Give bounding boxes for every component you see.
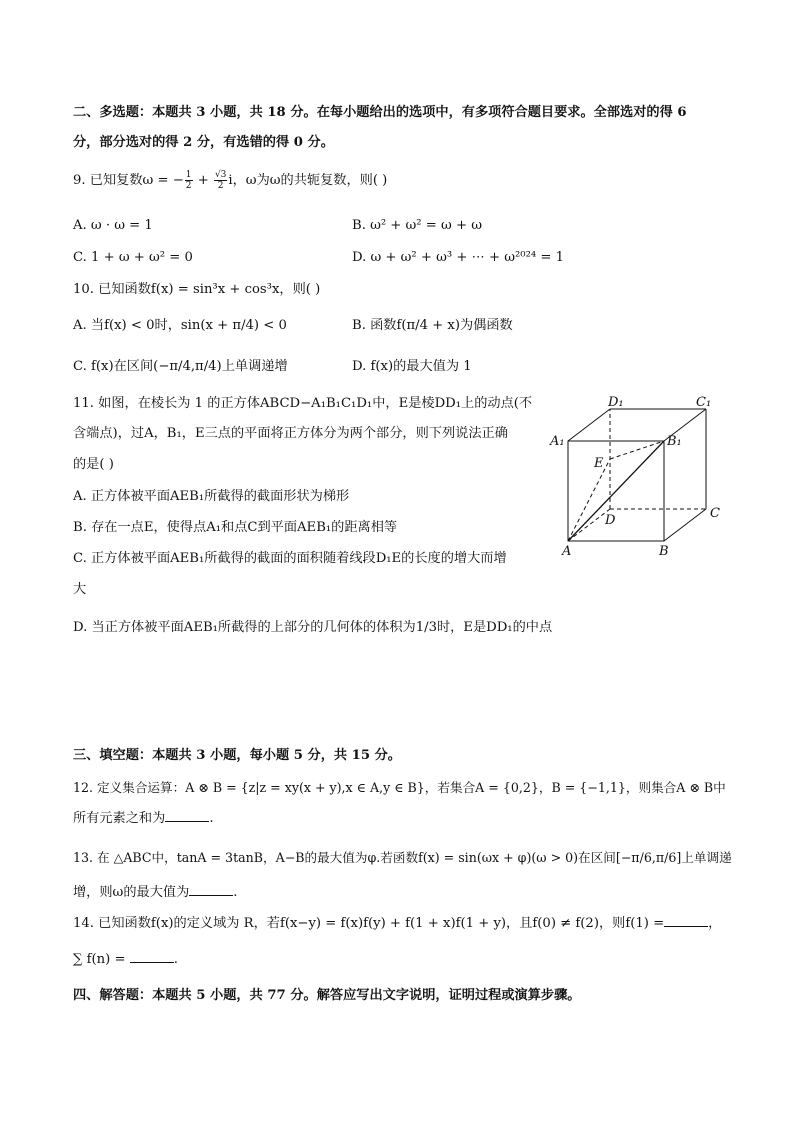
question-11-line1: 11. 如图，在棱长为 1 的正方体ABCD−A₁B₁C₁D₁中，E是棱DD₁上的动点(不: [73, 396, 533, 411]
question-12-line2: 所有元素之和为 .: [73, 811, 214, 826]
q10-option-b: B. 函数f(π/4 + x)为偶函数: [352, 318, 513, 333]
q10-option-c: C. f(x)在区间(−π/4,π/4)上单调递增: [73, 359, 288, 374]
q11-option-d: D. 当正方体被平面AEB₁所截得的上部分的几何体的体积为1/3时，E是DD₁的中点: [73, 620, 553, 635]
label-d: D: [605, 513, 616, 528]
question-11-line3: 的是( ): [73, 457, 114, 472]
section-multi-choice-header-cont: 分，部分选对的得 2 分，有选错的得 0 分。: [73, 135, 334, 150]
q11-option-c-cont: 大: [73, 582, 87, 597]
section-fill-blank-header: 三、填空题：本题共 3 小题，每小题 5 分，共 15 分。: [73, 748, 401, 763]
question-9-stem: 9. 已知复数ω = − $\frac{1}{2}$ + $\frac{√3}{2}$ i，ω为ω的共轭复数，则( ): [73, 170, 388, 191]
fraction-sqrt3-half: $\frac{√3}{2}$: [214, 170, 227, 191]
label-c: C: [710, 506, 720, 521]
edge-b-c: [664, 509, 706, 541]
q9-option-a: A. ω · ω = 1: [73, 218, 153, 233]
cube-figure: [548, 393, 748, 559]
edge-a1-d1: [568, 409, 610, 441]
question-11-line2: 含端点)，过A，B₁，E三点的平面将正方体分为两个部分，则下列说法正确: [73, 426, 508, 441]
answer-blank: [130, 962, 174, 963]
question-13-line2: 增，则ω的最大值为 .: [73, 885, 238, 900]
label-b1: B₁: [667, 434, 682, 449]
q9-stem-text: 9. 已知复数ω = −: [73, 173, 184, 188]
answer-blank: [189, 895, 233, 896]
q13-prompt: 增，则ω的最大值为: [73, 885, 190, 900]
label-c1: C₁: [696, 395, 712, 410]
fraction-one-half: $\frac{1}{2}$: [185, 170, 192, 191]
diagonal-a-b1: [568, 441, 664, 541]
label-a: A: [562, 544, 572, 559]
q9-option-d: D. ω + ω² + ω³ + ⋯ + ω²⁰²⁴ = 1: [352, 250, 564, 265]
q10-option-a: A. 当f(x) < 0时，sin(x + π/4) < 0: [73, 318, 287, 333]
q10-option-d: D. f(x)的最大值为 1: [352, 359, 472, 374]
q12-prompt: 所有元素之和为: [73, 811, 166, 826]
q11-option-c: C. 正方体被平面AEB₁所截得的截面的面积随着线段D₁E的长度的增大而增: [73, 551, 507, 566]
q11-option-b: B. 存在一点E，使得点A₁和点C到平面AEB₁的距离相等: [73, 520, 398, 535]
question-14-line2: ∑ f(n) = .: [73, 952, 178, 967]
label-a1: A₁: [550, 434, 565, 449]
question-12-line1: 12. 定义集合运算：A ⊗ B = {z|z = xy(x + y),x ∈ A,y ∈ B}，若集合A = {0,2}，B = {−1,1}，则集合A ⊗ B中: [73, 780, 726, 795]
answer-blank: [165, 821, 209, 822]
question-10-stem: 10. 已知函数f(x) = sin³x + cos³x，则( ): [73, 282, 321, 297]
q9-option-c: C. 1 + ω + ω² = 0: [73, 250, 193, 265]
question-13-line1: 13. 在 △ABC中，tanA = 3tanB，A−B的最大值为φ.若函数f(x) = sin(ωx + φ)(ω > 0)在区间[−π/6,π/6]上单调递: [73, 850, 732, 865]
q11-option-a: A. 正方体被平面AEB₁所截得的截面形状为梯形: [73, 489, 350, 504]
label-d1: D₁: [608, 395, 624, 410]
label-e: E: [594, 456, 604, 471]
q9-option-b: B. ω² + ω² = ω + ω: [352, 218, 482, 233]
question-14-line1: 14. 已知函数f(x)的定义域为 R，若f(x−y) = f(x)f(y) + f(1 + x)f(1 + y)，且f(0) ≠ f(2)，则f(1) = ，: [73, 916, 722, 931]
answer-blank: [664, 926, 708, 927]
section-solve-header: 四、解答题：本题共 5 小题，共 77 分。解答应写出文字说明，证明过程或演算步骤。: [73, 988, 581, 1003]
section-multi-choice-header: 二、多选题：本题共 3 小题，共 18 分。在每小题给出的选项中，有多项符合题目要求。全部选对的得 6: [73, 105, 687, 120]
label-b: B: [659, 544, 669, 559]
segment-a-e: [568, 459, 610, 541]
edge-a-d: [568, 509, 610, 541]
q9-stem-tail: ，ω为ω的共轭复数，则( ): [232, 173, 388, 188]
q14-sum-prompt: ∑ f(n) =: [73, 952, 126, 967]
q14-prompt: 14. 已知函数f(x)的定义域为 R，若f(x−y) = f(x)f(y) + f(1 + x)f(1 + y)，且f(0) ≠ f(2)，则f(1) =: [73, 916, 665, 931]
